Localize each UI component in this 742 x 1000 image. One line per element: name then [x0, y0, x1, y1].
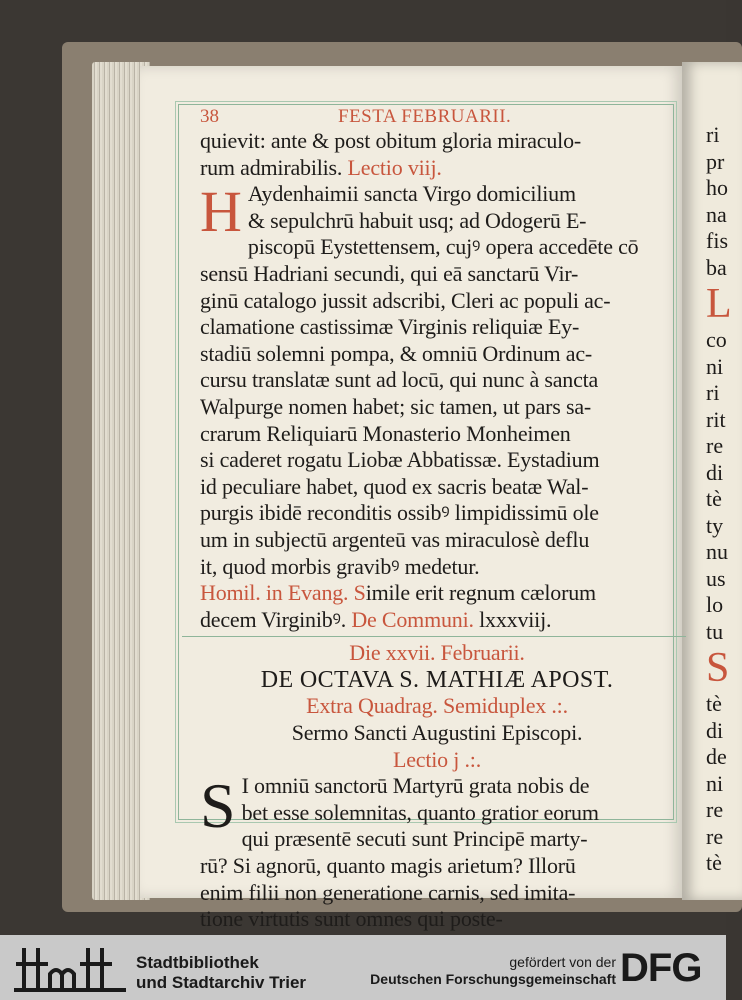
text-line: crarum Reliquiarū Monasterio Monheimen	[200, 420, 571, 446]
text-line: um in subjectū argenteū vas miraculosè deflu	[200, 526, 590, 552]
text-line: Aydenhaimii sancta Virgo domicilium	[247, 181, 576, 207]
next-page-fragment: tè	[706, 486, 722, 511]
running-head: FESTA FEBRUARII.	[338, 106, 512, 127]
right-page-fragment	[682, 62, 742, 900]
drop-cap-s: S	[200, 770, 236, 842]
text-line: id peculiare habet, quod ex sacris beatæ Wal-	[200, 473, 589, 499]
text-line: tione virtutis sunt omnes qui poste-	[200, 906, 503, 932]
next-page-fragment: re	[706, 823, 724, 849]
homily-label: Homil. in Evang.	[200, 580, 354, 606]
next-page-fragment: di	[706, 717, 724, 743]
library-line-1: Stadtbibliothek	[136, 953, 259, 972]
text-line	[200, 155, 674, 182]
feast-rank: Extra Quadrag. Semiduplex .:.	[306, 693, 568, 719]
text-line: bet esse solemnitas, quanto gratior eorum	[241, 799, 599, 825]
next-page-fragment: pr	[706, 148, 725, 174]
homily-text: imile erit regnum cælorum	[365, 580, 596, 606]
next-page-fragment: di	[706, 459, 724, 485]
next-page-fragment: rit	[706, 406, 726, 432]
next-page-fragment: de	[706, 744, 727, 769]
text-line: quievit: ante & post obitum gloria miraculo-	[200, 128, 582, 153]
library-name	[136, 953, 306, 993]
library-line-2: und Stadtarchiv Trier	[136, 973, 307, 992]
next-page-fragment: lo	[706, 592, 724, 617]
text-line: clamatione castissimæ Virginis reliquiæ Ey-	[200, 314, 580, 340]
next-page-fragment: re	[706, 797, 724, 822]
next-page-fragment: ho	[706, 175, 728, 200]
section-divider	[182, 636, 686, 637]
sponsor-line-1: gefördert von der	[509, 954, 616, 970]
communi-label: De Communi.	[351, 606, 474, 632]
next-page-fragment: ni	[706, 353, 724, 379]
sermon-heading: Sermo Sancti Augustini Episcopi.	[291, 720, 583, 746]
text-line: & sepulchrū habuit usq; ad Odogerū E-	[247, 207, 587, 233]
text-fragment: rum admirabilis.	[200, 154, 348, 180]
next-page-fragment: S	[706, 645, 730, 691]
next-page-fragment: ri	[706, 380, 720, 405]
next-page-fragment: co	[706, 327, 727, 352]
text-line: cursu translatæ sunt ad locū, qui nunc à sancta	[200, 367, 599, 393]
text-line: purgis ibidē reconditis ossibꝰ limpidissimū ole	[200, 500, 599, 526]
paragraph-1	[200, 181, 674, 580]
lectio-heading: Lectio j .:.	[392, 746, 482, 772]
next-page-fragment: tu	[706, 618, 724, 644]
page-text	[200, 108, 674, 933]
homily-initial: S	[353, 580, 366, 606]
text-line: piscopū Eystettensem, cujꝰ opera accedēte cō	[247, 234, 639, 260]
next-page-fragment: L	[706, 281, 732, 327]
dfg-logo: DFG	[620, 946, 702, 990]
library-logo	[16, 944, 126, 992]
next-page-fragment: fis	[706, 228, 728, 253]
text-line	[200, 607, 674, 634]
next-page-fragment: nu	[706, 539, 728, 564]
sponsor-line-2: Deutschen Forschungsgemeinschaft	[370, 971, 616, 987]
text-line: qui præsentē secuti sunt Principē marty-	[241, 826, 588, 852]
communi-number: lxxxviij.	[473, 606, 552, 632]
text-line: stadiū solemni pompa, & omniū Ordinum ac-	[200, 340, 593, 366]
text-line: Walpurge nomen habet; sic tamen, ut pars sa-	[200, 393, 592, 419]
feast-date: Die xxvii. Februarii.	[349, 640, 525, 666]
next-page-fragment: ba	[706, 254, 727, 280]
folio-number: 38	[200, 106, 219, 127]
text-fragment: decem Virginibꝰ.	[200, 606, 352, 632]
text-line: enim filii non generatione carnis, sed imita-	[200, 879, 576, 905]
feast-title: DE OCTAVA S. MATHIÆ APOST.	[260, 666, 614, 693]
drop-cap-h: H	[200, 179, 242, 245]
next-page-fragment: ty	[706, 512, 724, 538]
next-page-fragment: tè	[706, 691, 722, 716]
text-line: sensū Hadriani secundi, qui eā sanctarū Vir-	[200, 260, 579, 286]
text-line: I omniū sanctorū Martyrū grata nobis de	[241, 773, 590, 799]
lectio-label: Lectio viij.	[347, 154, 442, 180]
sponsor-text	[370, 954, 616, 988]
next-page-fragment: tè	[706, 850, 722, 875]
next-page-fragment: re	[706, 433, 724, 458]
text-line: rū? Si agnorū, quanto magis arietum? Illorū	[200, 853, 576, 879]
next-page-fragment: us	[706, 565, 726, 591]
text-line: ginū catalogo jussit adscribi, Cleri ac populi ac-	[200, 287, 611, 313]
text-line: it, quod morbis gravibꝰ medetur.	[200, 553, 480, 579]
paragraph-2	[200, 770, 674, 933]
next-page-fragment: na	[706, 201, 727, 227]
next-page-fragment: ni	[706, 770, 724, 796]
text-line: si caderet rogatu Liobæ Abbatissæ. Eystadium	[200, 447, 600, 473]
text-line	[200, 580, 674, 607]
next-page-fragment: ri	[706, 122, 720, 147]
page-header	[200, 108, 674, 128]
